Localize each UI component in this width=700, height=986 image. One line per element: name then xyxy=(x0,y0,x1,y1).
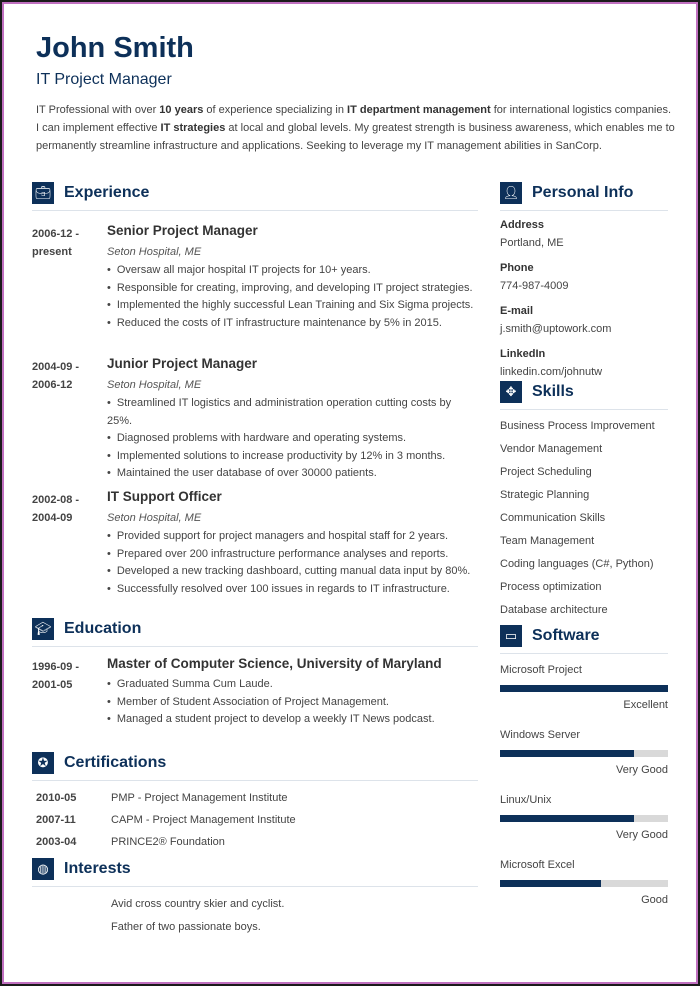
interests-heading: ◍ Interests xyxy=(32,858,478,887)
field-value: Portland, ME xyxy=(500,237,564,249)
certification-name: PRINCE2® Foundation xyxy=(111,836,225,848)
job-bullets xyxy=(107,395,474,483)
name: John Smith xyxy=(36,32,194,64)
certification-date: 2007-11 xyxy=(36,814,76,826)
proficiency-bar xyxy=(500,750,668,757)
job-company: Seton Hospital, ME xyxy=(107,246,202,258)
bullet-item: • Implemented the highly successful Lean Training and Six Sigma projects. xyxy=(107,297,473,315)
interest-item: Avid cross country skier and cyclist. xyxy=(111,898,285,910)
job-position: Junior Project Manager xyxy=(107,356,258,371)
summary xyxy=(36,101,676,155)
certification-name: PMP - Project Management Institute xyxy=(111,792,288,804)
bullet-item: • Oversaw all major hospital IT projects for 10+ years. xyxy=(107,262,473,280)
skill-item: Communication Skills xyxy=(500,512,606,524)
education-heading: 🎓︎ Education xyxy=(32,618,478,647)
certification-date: 2010-05 xyxy=(36,792,77,804)
bullet-item: • Prepared over 200 infrastructure performance analyses and reports. xyxy=(107,546,470,564)
field-value: 774-987-4009 xyxy=(500,280,569,292)
bullet-item: • Maintained the user database of over 30000 patients. xyxy=(107,465,474,483)
software-item xyxy=(500,859,668,924)
field-label: Phone xyxy=(500,262,534,274)
experience-heading: 💼︎ Experience xyxy=(32,182,478,211)
bullet-item: • Diagnosed problems with hardware and operating systems. xyxy=(107,430,474,448)
job-bullets xyxy=(107,262,473,332)
bullet-item: • Developed a new tracking dashboard, cutting manual data input by 80%. xyxy=(107,563,470,581)
proficiency-fill xyxy=(500,750,634,757)
certification-name: CAPM - Project Management Institute xyxy=(111,814,296,826)
summary-highlight: IT strategies xyxy=(160,122,226,134)
proficiency-level: Good xyxy=(641,894,668,906)
job-dates xyxy=(32,358,102,394)
certification-date: 2003-04 xyxy=(36,836,77,848)
skill-item: Project Scheduling xyxy=(500,466,592,478)
bullet-item: • Graduated Summa Cum Laude. xyxy=(107,676,435,694)
job-dates xyxy=(32,225,102,261)
bullet-item: • Implemented solutions to increase productivity by 12% in 3 months. xyxy=(107,448,474,466)
bullet-item: • Provided support for project managers and hospital staff for 2 years. xyxy=(107,528,470,546)
job-end: present xyxy=(32,246,72,258)
job-start: 2006-12 - xyxy=(32,228,80,240)
skill-item: Business Process Improvement xyxy=(500,420,655,432)
skill-item: Database architecture xyxy=(500,604,608,616)
certification-row xyxy=(36,836,225,848)
field-value: j.smith@uptowork.com xyxy=(500,323,612,335)
software-name: Windows Server xyxy=(500,729,581,741)
job-end: 2006-12 xyxy=(32,379,73,391)
proficiency-fill xyxy=(500,880,601,887)
summary-highlight: IT department management xyxy=(347,104,491,116)
job-position: Senior Project Manager xyxy=(107,223,258,238)
bullet-item: • Managed a student project to develop a weekly IT News podcast. xyxy=(107,711,435,729)
job-end: 2004-09 xyxy=(32,512,73,524)
field-label: E-mail xyxy=(500,305,534,317)
summary-text: IT Professional with over xyxy=(36,104,160,116)
job-company: Seton Hospital, ME xyxy=(107,379,202,391)
briefcase-icon: 💼︎ xyxy=(32,182,54,204)
graduation-cap-icon: 🎓︎ xyxy=(32,618,54,640)
skill-item: Coding languages (C#, Python) xyxy=(500,558,654,570)
resume-page: John Smith IT Project Manager IT Professional with over 10 years of experience specializing in IT department management for international logistics companies. I can implement effective IT strategies at local and global levels. My greatest strength is business awareness, which enables me to permanently streamline infrastructure and applications. Seeking to leverage my IT management abilities in SanCorp. 💼︎ Experience 2006-12 - present Senior Project Manager Seton Hospital, ME • Oversaw all major hospital IT projects for 10+ years. • Responsible for creating, improving, and developing IT project strategies. • Implemented the highly successful Lean Training and Six Sigma projects. • Reduced the costs of IT infrastructure maintenance by 5% in 2015. 2004-09 - 2006-12 Junior Project Manager Seton Hospital, ME • Streamlined IT logistics and administration operation cutting costs by 25%. • Diagnosed problems with hardware and operating systems. • Implemented solutions to increase productivity by 12% in 3 months. • Maintained the user database of over 30000 patients. 2002-08 - 2004-09 IT Support Officer Seton Hospital, ME • Provided support for project managers and hospital staff for 2 years. • Prepared over 200 infrastructure performance analyses and reports. • Developed a new tracking dashboard, cutting manual data input by 80%. • Successfully resolved over 100 issues in regards to IT infrastructure. 🎓︎ Education 1996-09 - 2001-05 Master of Computer Science, University of Maryland • Graduated Summa Cum Laude. • Member of Student Association of Project Management. • Managed a student project to develop a weekly IT News podcast. ✪ Certifications 2010-05 PMP - Project Management Institute 2007-11 CAPM - Project Management Institute 2003-04 PRINCE2® Foundation ◍ Interests Avid cross country skier and cyclist. Father of two passionate boys. 👤︎ Personal Info Address Portland, ME Phone 774-987-4009 E-mail j.smith@uptowork.com LinkedIn linkedin.com/johnutw ✥ Skills Business Process Improvement Vendor Management Project Scheduling Strategic Planning Communication Skills Team Management Coding languages (C#, Python) Process optimization Database architecture ▭ Software Microsoft Project Excellent Windows Server Very Good Linux/Unix Very Good Microsoft Excel Good xyxy=(2,2,698,984)
award-icon: ✪ xyxy=(32,752,54,774)
proficiency-fill xyxy=(500,815,634,822)
interest-item: Father of two passionate boys. xyxy=(111,921,261,933)
software-item xyxy=(500,664,668,729)
bullet-item: • Successfully resolved over 100 issues in regards to IT infrastructure. xyxy=(107,581,470,599)
field-value: linkedin.com/johnutw xyxy=(500,366,603,378)
software-name: Microsoft Excel xyxy=(500,859,575,871)
bullet-item: • Member of Student Association of Project Management. xyxy=(107,694,435,712)
job-start: 2002-08 - xyxy=(32,494,80,506)
job-company: Seton Hospital, ME xyxy=(107,512,202,524)
monitor-icon: ▭ xyxy=(500,625,522,647)
user-icon: 👤︎ xyxy=(500,182,522,204)
job-bullets xyxy=(107,528,470,598)
summary-text: for international logistics companies. I can implement effective xyxy=(36,104,672,134)
proficiency-bar xyxy=(500,685,668,692)
personal-field xyxy=(500,262,668,292)
personal-field xyxy=(500,348,668,378)
summary-text: at local and global levels. My greatest strength is business awareness, which enables me to permanently streamline infrastructure and applications. Seeking to leverage my IT management abilities in SanCorp. xyxy=(36,122,675,152)
software-item xyxy=(500,729,668,794)
degree: Master of Computer Science, University of Maryland xyxy=(107,656,442,671)
skill-item: Team Management xyxy=(500,535,595,547)
software-name: Linux/Unix xyxy=(500,794,552,806)
proficiency-bar xyxy=(500,815,668,822)
personal-field xyxy=(500,219,668,249)
personal-info-heading: 👤︎ Personal Info xyxy=(500,182,668,211)
software-heading: ▭ Software xyxy=(500,625,668,654)
proficiency-level: Very Good xyxy=(616,764,668,776)
certification-row xyxy=(36,814,296,826)
job-position: IT Support Officer xyxy=(107,489,222,504)
job-dates xyxy=(32,491,102,527)
skill-item: Strategic Planning xyxy=(500,489,590,501)
job-start: 2004-09 - xyxy=(32,361,80,373)
field-label: LinkedIn xyxy=(500,348,546,360)
bullet-item: • Streamlined IT logistics and administration operation cutting costs by 25%. xyxy=(107,395,474,430)
bullet-item: • Responsible for creating, improving, and developing IT project strategies. xyxy=(107,280,473,298)
job-title: IT Project Manager xyxy=(36,71,172,88)
skills-heading: ✥ Skills xyxy=(500,381,668,410)
software-item xyxy=(500,794,668,859)
proficiency-fill xyxy=(500,685,668,692)
basketball-icon: ◍ xyxy=(32,858,54,880)
skill-item: Vendor Management xyxy=(500,443,603,455)
personal-field xyxy=(500,305,668,335)
summary-highlight: 10 years xyxy=(159,104,204,116)
proficiency-level: Very Good xyxy=(616,829,668,841)
skill-item: Process optimization xyxy=(500,581,602,593)
proficiency-level: Excellent xyxy=(623,699,668,711)
certifications-heading: ✪ Certifications xyxy=(32,752,478,781)
software-name: Microsoft Project xyxy=(500,664,582,676)
bullet-item: • Reduced the costs of IT infrastructure maintenance by 5% in 2015. xyxy=(107,315,473,333)
field-label: Address xyxy=(500,219,545,231)
proficiency-bar xyxy=(500,880,668,887)
certification-row xyxy=(36,792,288,804)
puzzle-icon: ✥ xyxy=(500,381,522,403)
summary-text: of experience specializing in xyxy=(203,104,348,116)
